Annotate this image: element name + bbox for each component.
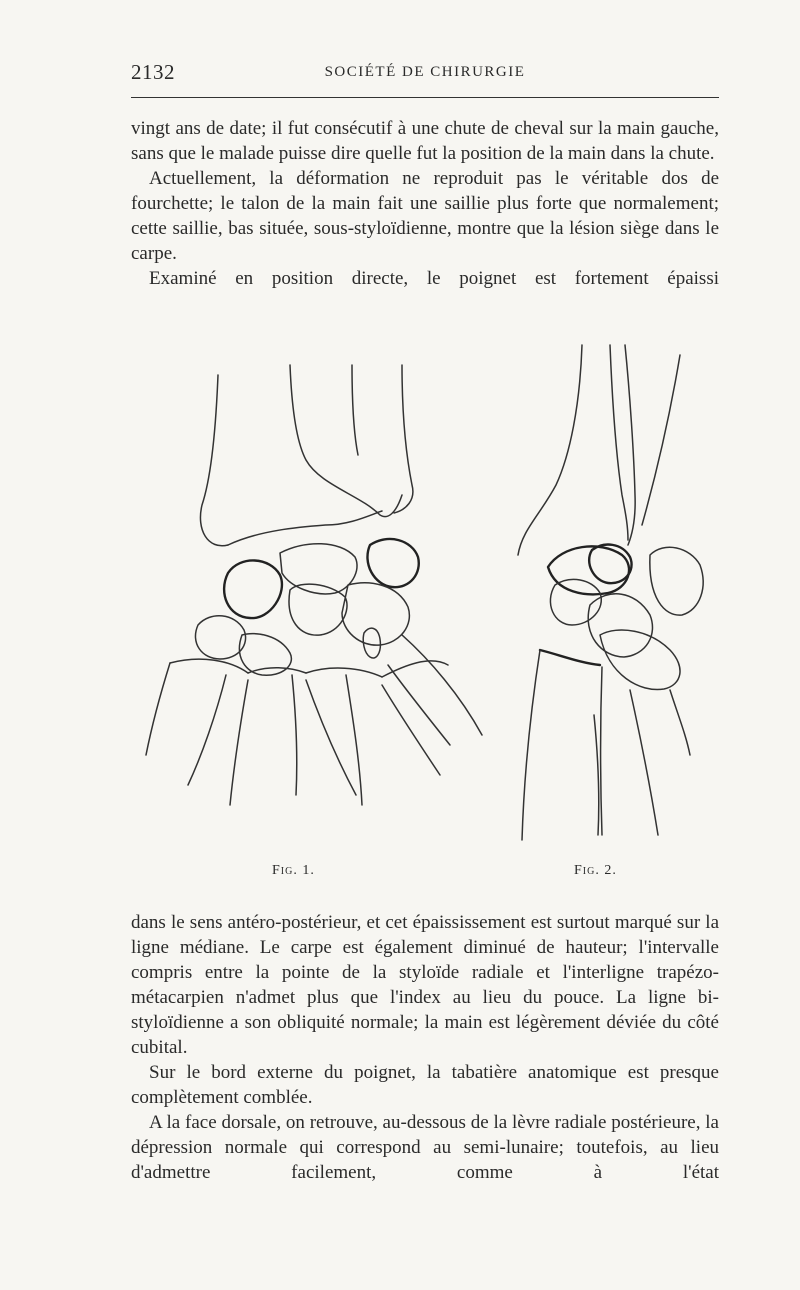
figure-2-caption: Fig. 2. <box>574 863 617 878</box>
paragraph: A la face dorsale, on retrouve, au-dessous de la lèvre radiale postérieure, la dépression normale qui correspond au semi-lunaire; toutefois, au lieu d'admettre facilement, comme à l'état <box>131 1112 719 1183</box>
wrist-xray-tracings <box>130 335 730 855</box>
figure-1-caption: Fig. 1. <box>272 863 315 878</box>
paragraph: dans le sens antéro-postérieur, et cet épaississement est surtout marqué sur la ligne médiane. Le carpe est également diminué de hauteur; l'intervalle compris entre la pointe de la styloïde radiale et l'interligne trapézo-métacarpien n'admet plus que l'index au lieu du pouce. La ligne bi-styloïdienne a son obliquité normale; la main est légèrement déviée du côté cubital. <box>131 912 719 1058</box>
running-head: SOCIÉTÉ DE CHIRURGIE <box>324 64 526 80</box>
paragraph: Examiné en position directe, le poignet est fortement épaissi <box>149 268 719 289</box>
figure-1-drawing <box>146 365 482 805</box>
paragraph: Actuellement, la déformation ne reproduit pas le véritable dos de fourchette; le talon de la main fait une saillie plus forte que normalement; cette saillie, bas située, sous-styloïdienne, montre que la lésion siège dans le carpe. <box>131 168 719 264</box>
bottom-text-block <box>131 910 719 1185</box>
paragraph: vingt ans de date; il fut consécutif à une chute de cheval sur la main gauche, sans que le malade puisse dire quelle fut la position de la main dans la chute. <box>131 118 719 164</box>
paragraph: Sur le bord externe du poignet, la tabatière anatomique est presque complètement comblée. <box>131 1062 719 1108</box>
header-rule <box>131 97 719 98</box>
figures-area <box>130 335 730 855</box>
page-number: 2132 <box>131 60 175 84</box>
page-header <box>131 58 719 88</box>
figure-2-drawing <box>518 345 703 840</box>
top-text-block <box>131 116 719 291</box>
